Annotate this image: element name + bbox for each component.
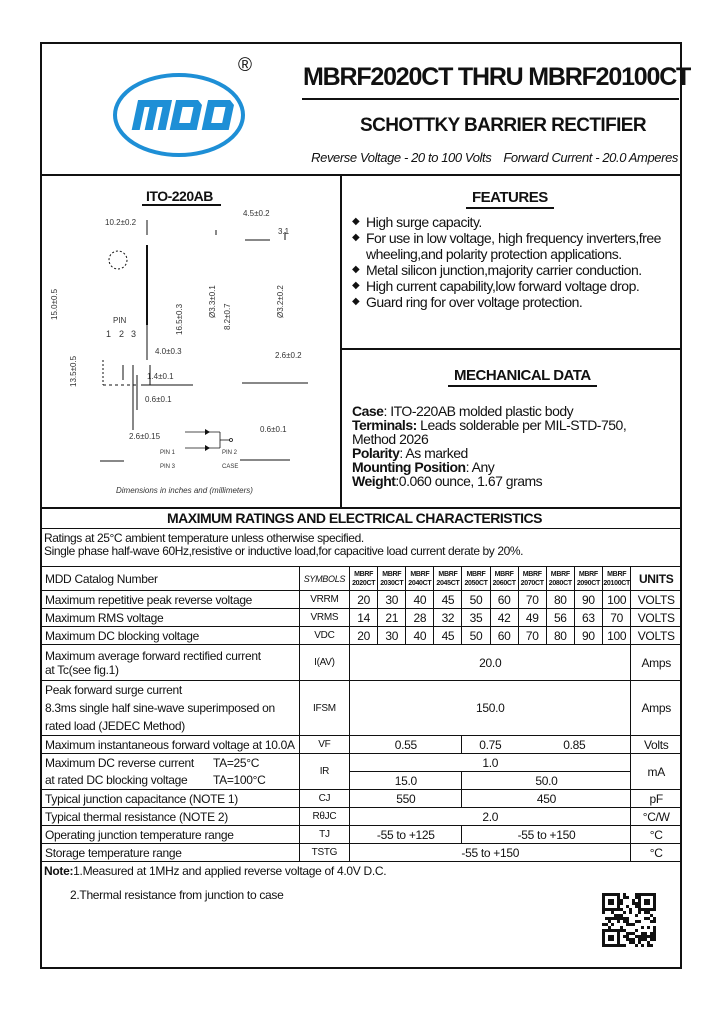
param-value: 50 — [462, 591, 490, 609]
table-row — [41, 754, 682, 772]
model-header: MBRF 20100CT — [602, 567, 630, 591]
param-symbol: IFSM — [299, 681, 349, 736]
param-symbol: VRRM — [299, 591, 349, 609]
param-symbol: IR — [299, 754, 349, 790]
ratings-summary — [311, 150, 678, 165]
dim-label: Ø3.3±0.1 — [208, 285, 217, 318]
param-unit: °C — [631, 826, 682, 844]
dimensions-caption: Dimensions in inches and (millimeters) — [116, 486, 253, 495]
feature-item — [352, 278, 672, 294]
dim-label: 8.2±0.7 — [223, 303, 232, 330]
feature-item — [352, 294, 672, 310]
param-value: 60 — [490, 591, 518, 609]
param-unit: mA — [631, 754, 682, 790]
table-row — [41, 790, 682, 808]
mech-key: Polarity — [352, 445, 400, 461]
divider — [40, 528, 682, 529]
table-row — [41, 808, 682, 826]
param-value: 42 — [490, 609, 518, 627]
dim-label: 1 — [106, 329, 112, 339]
model-header: MBRF 2045CT — [434, 567, 462, 591]
dim-label: 4.0±0.3 — [155, 347, 182, 356]
table-row — [41, 772, 682, 790]
dim-label: 2 — [119, 329, 125, 339]
mech-value: Leads solderable per MIL-STD-750, Method 2026 — [352, 417, 627, 447]
feature-text: Guard ring for over voltage protection. — [366, 294, 583, 310]
dim-label: 3.1 — [278, 227, 290, 236]
param-value: 90 — [574, 627, 602, 645]
param-symbol: VF — [299, 736, 349, 754]
ratings-line: Ratings at 25°C ambient temperature unless otherwise specified. — [44, 531, 364, 545]
param-value: 32 — [434, 609, 462, 627]
param-value: 70 — [518, 627, 546, 645]
mech-item — [352, 404, 652, 418]
param-unit: Amps — [631, 645, 682, 681]
param-desc: Storage temperature range — [41, 844, 300, 862]
mech-value: : ITO-220AB molded plastic body — [383, 403, 574, 419]
table-row — [41, 609, 682, 627]
param-value: -55 to +150 — [350, 844, 631, 862]
param-value: 21 — [378, 609, 406, 627]
mech-item — [352, 446, 652, 460]
features-title: FEATURES — [466, 189, 554, 209]
package-outline-drawing — [40, 205, 340, 485]
divider — [340, 348, 682, 350]
param-value: 80 — [546, 591, 574, 609]
param-value: 150.0 — [350, 681, 631, 736]
bullet-icon: ◆ — [352, 216, 360, 227]
param-value: 40 — [406, 627, 434, 645]
table-row — [41, 681, 682, 736]
table-row — [41, 844, 682, 862]
model-header: MBRF 2020CT — [350, 567, 378, 591]
mech-item — [352, 474, 652, 488]
param-desc: Operating junction temperature range — [41, 826, 300, 844]
dim-label: 1.4±0.1 — [147, 372, 174, 381]
param-value: 45 — [434, 627, 462, 645]
qr-code — [602, 893, 656, 947]
param-value: 70 — [518, 591, 546, 609]
reverse-voltage: Reverse Voltage - 20 to 100 Volts — [311, 150, 492, 165]
param-value: 550 — [350, 790, 462, 808]
registered-mark: ® — [238, 55, 252, 76]
param-value: 56 — [546, 609, 574, 627]
ratings-title: MAXIMUM RATINGS AND ELECTRICAL CHARACTERISTICS — [167, 510, 542, 526]
mechanical-data — [352, 404, 652, 488]
param-value: 450 — [462, 790, 631, 808]
param-value: 40 — [406, 591, 434, 609]
param-unit: pF — [631, 790, 682, 808]
divider — [40, 507, 682, 509]
mech-key: Mounting Position — [352, 459, 466, 475]
param-value: 0.75 — [462, 736, 518, 754]
param-value: 15.0 — [350, 772, 462, 790]
dim-label: PIN — [113, 316, 127, 325]
table-row — [41, 591, 682, 609]
param-value: 35 — [462, 609, 490, 627]
bullet-icon: ◆ — [352, 280, 360, 291]
param-value: 100 — [602, 591, 630, 609]
dim-label: 3 — [131, 329, 137, 339]
dim-label: 13.5±0.5 — [69, 355, 78, 387]
ratings-conditions — [44, 532, 523, 558]
param-value: 45 — [434, 591, 462, 609]
model-header: MBRF 2070CT — [518, 567, 546, 591]
param-symbol: RθJC — [299, 808, 349, 826]
dim-label: 0.6±0.1 — [260, 425, 287, 434]
param-unit: Amps — [631, 681, 682, 736]
feature-text: High surge capacity. — [366, 214, 482, 230]
param-unit: °C — [631, 844, 682, 862]
note-1: Note:1.Measured at 1MHz and applied reverse voltage of 4.0V D.C. — [44, 864, 387, 878]
table-row — [41, 627, 682, 645]
header-catalog: MDD Catalog Number — [41, 567, 300, 591]
model-header: MBRF 2080CT — [546, 567, 574, 591]
mech-item — [352, 460, 652, 474]
mech-key: Case — [352, 403, 384, 419]
device-type: SCHOTTKY BARRIER RECTIFIER — [360, 115, 646, 136]
model-header: MBRF 2090CT — [574, 567, 602, 591]
param-value: 50.0 — [462, 772, 631, 790]
param-value: 63 — [574, 609, 602, 627]
model-header: MBRF 2060CT — [490, 567, 518, 591]
param-symbol: CJ — [299, 790, 349, 808]
ir-desc: Maximum DC reverse current — [45, 755, 194, 770]
feature-text: For use in low voltage, high frequency inverters,free wheeling,and polarity protection applications. — [366, 230, 661, 262]
param-value: 49 — [518, 609, 546, 627]
feature-item — [352, 230, 672, 262]
model-header: MBRF 2030CT — [378, 567, 406, 591]
ratings-table — [40, 566, 682, 862]
package-title: ITO-220AB — [142, 188, 221, 206]
param-value: 20 — [350, 627, 378, 645]
param-value: 30 — [378, 591, 406, 609]
param-value: 90 — [574, 591, 602, 609]
dim-label: 10.2±0.2 — [105, 218, 137, 227]
table-header-row — [41, 567, 682, 591]
mech-value: :0.060 ounce, 1.67 grams — [395, 473, 543, 489]
param-value: 28 — [406, 609, 434, 627]
param-value: -55 to +125 — [350, 826, 462, 844]
bullet-icon: ◆ — [352, 232, 360, 243]
ir-condition: TA=25°C — [213, 755, 260, 770]
param-desc: Typical thermal resistance (NOTE 2) — [41, 808, 300, 826]
table-row — [41, 826, 682, 844]
dim-label: 16.5±0.3 — [175, 303, 184, 335]
mech-value: : Any — [465, 459, 495, 475]
part-range-title: MBRF2020CT THRU MBRF20100CT — [303, 63, 691, 91]
param-unit: °C/W — [631, 808, 682, 826]
mech-item — [352, 418, 652, 446]
param-value: 100 — [602, 627, 630, 645]
divider — [40, 174, 682, 176]
param-value: 0.55 — [350, 736, 462, 754]
mdd-logo — [112, 72, 247, 158]
param-unit: VOLTS — [631, 627, 682, 645]
features-list — [352, 214, 672, 310]
param-desc — [41, 772, 300, 790]
param-symbol: TJ — [299, 826, 349, 844]
param-value: -55 to +150 — [462, 826, 631, 844]
param-value: 14 — [350, 609, 378, 627]
dim-label: 2.6±0.2 — [275, 351, 302, 360]
bullet-icon: ◆ — [352, 264, 360, 275]
bullet-icon: ◆ — [352, 296, 360, 307]
notes — [44, 864, 386, 902]
param-symbol: VDC — [299, 627, 349, 645]
param-value: 50 — [462, 627, 490, 645]
param-desc: Maximum average forward rectified current at Tc(see fig.1) — [41, 645, 300, 681]
mech-value: : As marked — [399, 445, 468, 461]
title-rule — [302, 98, 679, 100]
mechanical-title: MECHANICAL DATA — [448, 367, 597, 387]
note-2: 2.Thermal resistance from junction to case — [70, 888, 284, 902]
param-desc: Typical junction capacitance (NOTE 1) — [41, 790, 300, 808]
param-unit: VOLTS — [631, 591, 682, 609]
param-value: 60 — [490, 627, 518, 645]
forward-current: Forward Current - 20.0 Amperes — [503, 150, 678, 165]
param-value: 2.0 — [350, 808, 631, 826]
param-value: 20 — [350, 591, 378, 609]
param-desc: Peak forward surge current 8.3ms single half sine-wave superimposed on rated load (JEDEC Method) — [41, 681, 300, 736]
schematic-label: CASE — [222, 464, 239, 470]
feature-item — [352, 214, 672, 230]
param-value: 70 — [602, 609, 630, 627]
table-row — [41, 736, 682, 754]
schematic-label: PIN 2 — [222, 450, 238, 456]
param-desc — [41, 754, 300, 772]
param-value: 20.0 — [350, 645, 631, 681]
divider — [340, 174, 342, 508]
ir-desc: at rated DC blocking voltage — [45, 773, 188, 788]
table-row — [41, 645, 682, 681]
dim-label: Ø3.2±0.2 — [276, 285, 285, 318]
param-symbol: TSTG — [299, 844, 349, 862]
model-header: MBRF 2050CT — [462, 567, 490, 591]
dim-label: 4.5±0.2 — [243, 209, 270, 218]
param-symbol: VRMS — [299, 609, 349, 627]
param-unit: VOLTS — [631, 609, 682, 627]
feature-text: High current capability,low forward voltage drop. — [366, 278, 640, 294]
ratings-line: Single phase half-wave 60Hz,resistive or inductive load,for capacitive load current derate by 20%. — [44, 544, 524, 558]
dim-label: 15.0±0.5 — [50, 288, 59, 320]
param-unit: Volts — [631, 736, 682, 754]
param-value: 1.0 — [350, 754, 631, 772]
feature-text: Metal silicon junction,majority carrier conduction. — [366, 262, 642, 278]
param-desc: Maximum repetitive peak reverse voltage — [41, 591, 300, 609]
model-header: MBRF 2040CT — [406, 567, 434, 591]
mech-key: Weight — [352, 473, 396, 489]
ir-condition: TA=100°C — [213, 773, 266, 788]
schematic-label: PIN 1 — [160, 450, 176, 456]
header-symbols: SYMBOLS — [299, 567, 349, 591]
param-value: 80 — [546, 627, 574, 645]
param-value: 30 — [378, 627, 406, 645]
dim-label: 2.6±0.15 — [129, 432, 161, 441]
schematic-label: PIN 3 — [160, 464, 176, 470]
param-desc: Maximum RMS voltage — [41, 609, 300, 627]
header-units: UNITS — [631, 567, 682, 591]
param-desc: Maximum DC blocking voltage — [41, 627, 300, 645]
mech-key: Terminals: — [352, 417, 417, 433]
param-symbol: I(AV) — [299, 645, 349, 681]
param-value: 0.85 — [518, 736, 631, 754]
param-desc: Maximum instantaneous forward voltage at 10.0A — [41, 736, 300, 754]
feature-item — [352, 262, 672, 278]
dim-label: 0.6±0.1 — [145, 395, 172, 404]
